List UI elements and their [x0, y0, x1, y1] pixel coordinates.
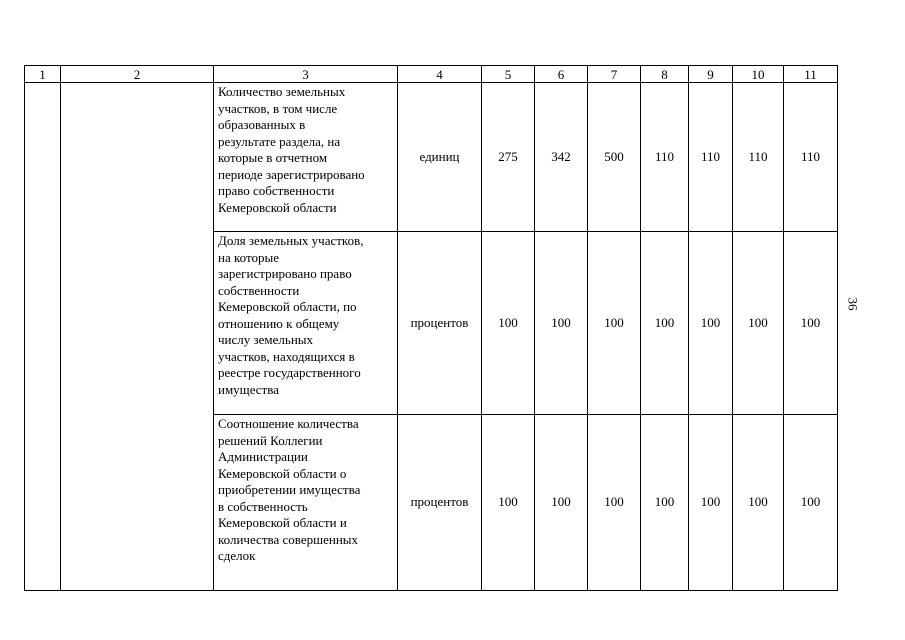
value-cell: 275	[482, 83, 535, 232]
value-cell: 110	[641, 83, 689, 232]
value-cell: 100	[588, 415, 641, 591]
table-row	[25, 83, 838, 232]
value-cell: 100	[689, 415, 733, 591]
value-cell: 110	[689, 83, 733, 232]
value-cell: 100	[482, 232, 535, 415]
header-cell: 6	[535, 66, 588, 83]
value-cell: 500	[588, 83, 641, 232]
value-cell: 100	[588, 232, 641, 415]
header-cell: 9	[689, 66, 733, 83]
value-cell: 110	[733, 83, 784, 232]
value-cell: 110	[784, 83, 838, 232]
header-cell: 2	[61, 66, 214, 83]
value-cell: 100	[733, 415, 784, 591]
header-cell: 11	[784, 66, 838, 83]
unit-cell: процентов	[398, 232, 482, 415]
value-cell: 342	[535, 83, 588, 232]
indicator-description: Количество земельных участков, в том числе образованных в результате раздела, на которые в отчетном периоде зарегистрировано право собственности Кемеровской области	[214, 83, 398, 232]
value-cell: 100	[784, 232, 838, 415]
unit-cell: единиц	[398, 83, 482, 232]
header-cell: 5	[482, 66, 535, 83]
value-cell: 100	[535, 415, 588, 591]
unit-cell: процентов	[398, 415, 482, 591]
value-cell: 100	[689, 232, 733, 415]
header-cell: 8	[641, 66, 689, 83]
value-cell: 100	[733, 232, 784, 415]
header-cell: 3	[214, 66, 398, 83]
value-cell: 100	[535, 232, 588, 415]
header-row	[25, 66, 838, 83]
indicators-table	[24, 65, 838, 591]
value-cell: 100	[784, 415, 838, 591]
header-cell: 10	[733, 66, 784, 83]
value-cell: 100	[641, 232, 689, 415]
col2-merged-cell	[61, 83, 214, 591]
indicator-description: Соотношение количества решений Коллегии Администрации Кемеровской области о приобретении имущества в собственность Кемеровской области и количества совершенных сделок	[214, 415, 398, 591]
value-cell: 100	[641, 415, 689, 591]
header-cell: 1	[25, 66, 61, 83]
value-cell: 100	[482, 415, 535, 591]
page-number: 36	[845, 297, 861, 311]
header-cell: 4	[398, 66, 482, 83]
indicator-description: Доля земельных участков, на которые зарегистрировано право собственности Кемеровской области, по отношению к общему числу земельных участков, находящихся в реестре государственного имущества	[214, 232, 398, 415]
col1-merged-cell	[25, 83, 61, 591]
header-cell: 7	[588, 66, 641, 83]
